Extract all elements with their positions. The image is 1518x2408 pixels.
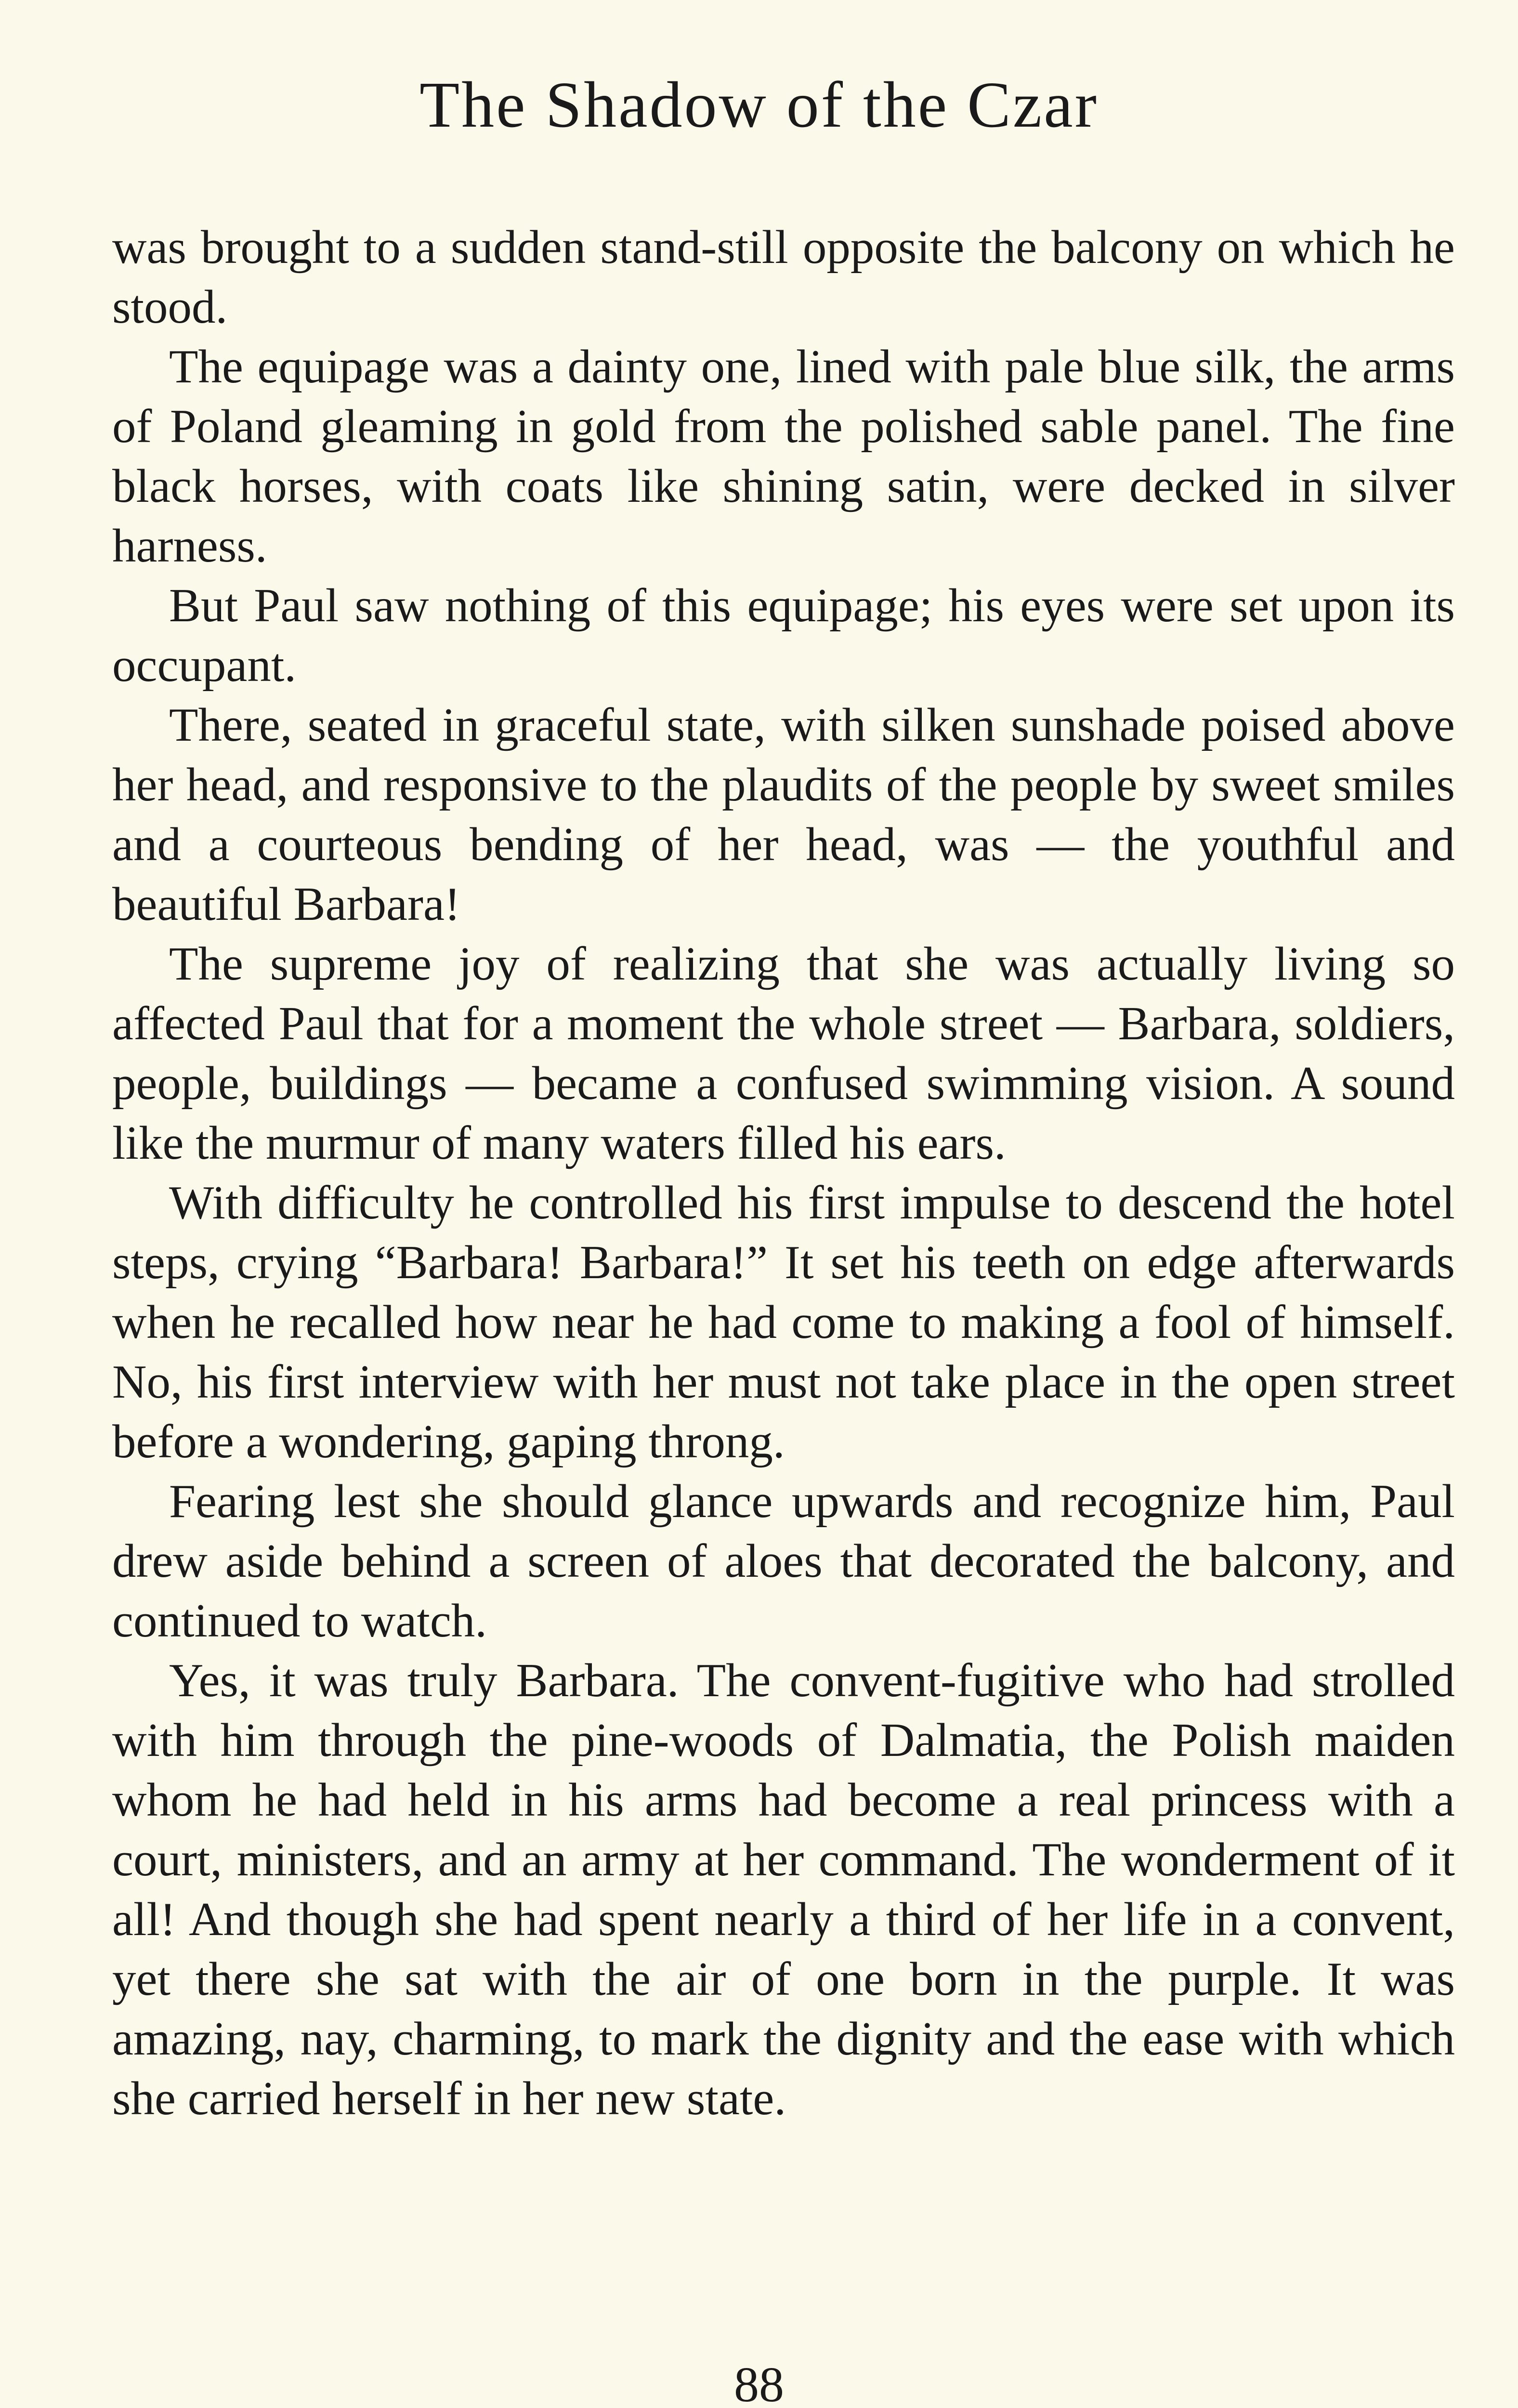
paragraph: Yes, it was truly Barbara. The convent-fugitive who had strolled with him through the pine-woods of Dalmatia, the Polish maiden whom he had held in his arms had become a real princess with a court, ministers, and an army at her command. The wonderment of it all! And though she had spent nearly a third of her life in a convent, yet there she sat with the air of one born in the purple. It was amazing, nay, charming, to mark the dignity and the ease with which she carried herself in her new state.: [112, 1654, 1455, 2125]
paragraph: With difficulty he controlled his first impulse to descend the hotel steps, crying “Barbara! Barbara!” It set his teeth on edge afterwards when he recalled how near he had come to making a fool of himself. No, his first interview with her must not take place in the open street before a wondering, gaping throng.: [112, 1177, 1455, 1468]
page-number: 88: [734, 2357, 784, 2408]
paragraph: was brought to a sudden stand-still opposite the balcony on which he stood.: [112, 221, 1455, 333]
body-text: [112, 218, 1455, 2129]
paragraph: Fearing lest she should glance upwards and recognize him, Paul drew aside behind a screen of aloes that decorated the balcony, and continued to watch.: [112, 1475, 1455, 1647]
paragraph: There, seated in graceful state, with silken sunshade poised above her head, and responsive to the plaudits of the people by sweet smiles and a courteous bending of her head, was — the youthful and beautiful Barbara!: [112, 699, 1455, 930]
paragraph: The equipage was a dainty one, lined with pale blue silk, the arms of Poland gleaming in gold from the polished sable panel. The fine black horses, with coats like shining satin, were decked in silver harness.: [112, 340, 1455, 572]
paragraph: But Paul saw nothing of this equipage; his eyes were set upon its occupant.: [112, 579, 1455, 692]
paragraph: The supreme joy of realizing that she was actually living so affected Paul that for a moment the whole street — Barbara, soldiers, people, buildings — became a confused swimming vision. A sound like the murmur of many waters filled his ears.: [112, 938, 1455, 1169]
running-title: The Shadow of the Czar: [419, 69, 1099, 141]
